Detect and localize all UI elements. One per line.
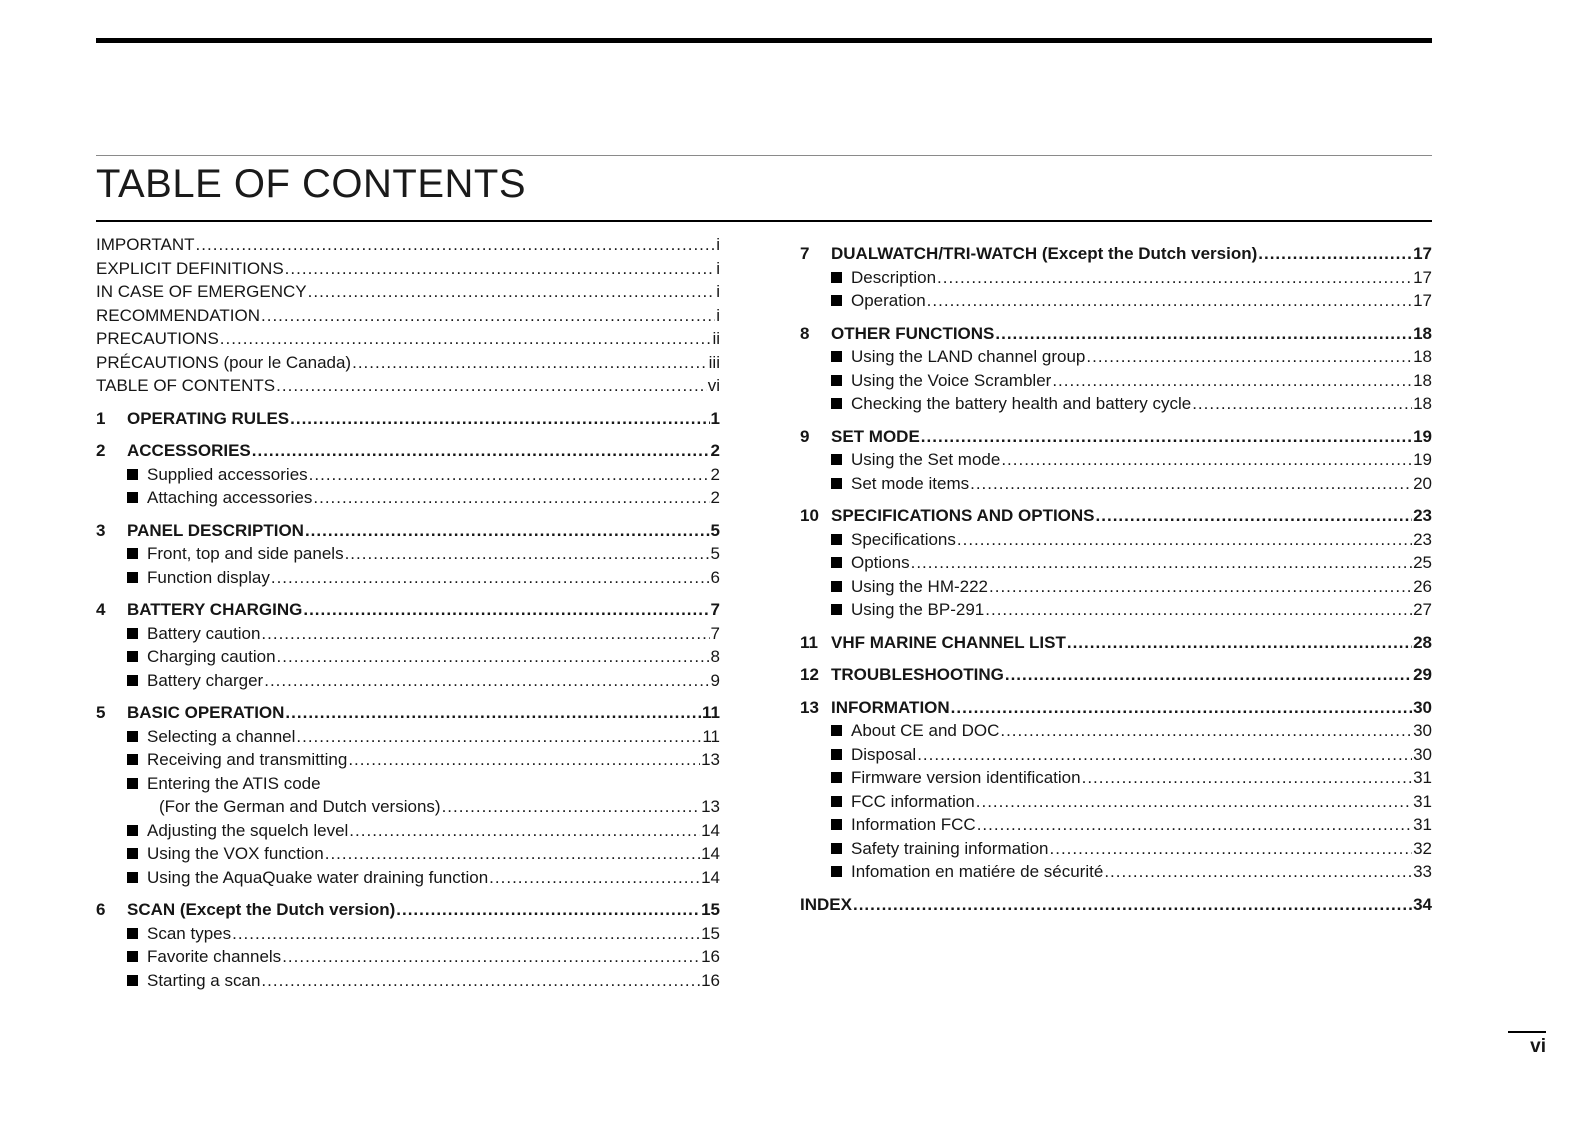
page-title: TABLE OF CONTENTS [96, 162, 527, 206]
toc-entry-page: 27 [1413, 600, 1432, 619]
square-bullet-icon [831, 272, 842, 283]
toc-entry [800, 392, 1432, 416]
toc-entry-label: Information FCC [851, 815, 976, 834]
title-rule-top [96, 155, 1432, 156]
page-footer [1508, 1031, 1546, 1058]
toc-entry-label: Using the AquaQuake water draining function [147, 867, 489, 887]
toc-entry-page: 23 [1413, 506, 1432, 525]
dot-leader [1050, 837, 1413, 861]
dot-leader [309, 463, 710, 487]
square-bullet-icon [127, 492, 138, 503]
toc-entry-label: Using the Set mode [851, 450, 1001, 469]
toc-entry-page: 29 [1413, 665, 1432, 684]
toc-entry-label: Infomation en matiére de sécurité [851, 862, 1104, 881]
dot-leader [252, 439, 710, 463]
toc-entry-label: Front, top and side panels [147, 544, 344, 563]
toc-entry [800, 893, 1432, 917]
toc-entry-label: SPECIFICATIONS AND OPTIONS [831, 506, 1095, 525]
square-bullet-icon [831, 866, 842, 877]
dot-leader [921, 425, 1412, 449]
toc-entry-page: 31 [1413, 791, 1432, 811]
toc-entry-label: Entering the ATIS code [147, 773, 321, 793]
toc-entry-page: 13 [701, 750, 720, 769]
toc-entry [800, 696, 1432, 720]
toc-entry [800, 837, 1432, 861]
toc-entry-page: 17 [1413, 244, 1432, 263]
toc-entry [96, 280, 720, 304]
dot-leader [264, 669, 709, 693]
toc-entry [96, 374, 720, 398]
square-bullet-icon [127, 548, 138, 559]
toc-entry-page: 26 [1413, 576, 1432, 596]
toc-entry-page: 16 [701, 947, 720, 966]
toc-entry [800, 766, 1432, 790]
dot-leader [1192, 392, 1412, 416]
toc-entry [800, 289, 1432, 313]
dot-leader [305, 519, 710, 543]
toc-entry-page: 28 [1413, 632, 1432, 652]
toc-entry-label: TABLE OF CONTENTS [96, 376, 276, 395]
toc-entry-page: 9 [710, 670, 720, 690]
toc-entry-label: Function display [147, 567, 270, 587]
toc-entry [96, 772, 720, 796]
toc-entry-number: 11 [800, 632, 818, 652]
toc-entry [800, 575, 1432, 599]
toc-entry-label: Scan types [147, 923, 232, 943]
toc-entry-label: Using the LAND channel group [851, 347, 1086, 366]
toc-entry-label: Disposal [851, 744, 917, 764]
toc-entry [96, 542, 720, 566]
square-bullet-icon [127, 675, 138, 686]
toc-entry [800, 345, 1432, 369]
square-bullet-icon [831, 534, 842, 545]
toc-entry-number: 6 [96, 900, 106, 919]
toc-entry [96, 566, 720, 590]
toc-entry-label: DUALWATCH/TRI-WATCH (Except the Dutch version) [831, 244, 1258, 263]
dot-leader [995, 322, 1412, 346]
toc-entry-page: 30 [1413, 744, 1432, 764]
toc-entry-number: 9 [800, 426, 810, 446]
toc-entry-label: Firmware version identification [851, 768, 1081, 787]
toc-entry [96, 519, 720, 543]
toc-entry-page: 6 [710, 567, 720, 587]
square-bullet-icon [831, 557, 842, 568]
dot-leader [282, 945, 700, 969]
dot-leader [1001, 448, 1412, 472]
square-bullet-icon [831, 375, 842, 386]
dot-leader [345, 542, 710, 566]
toc-entry-label: Using the BP-291 [851, 600, 985, 619]
toc-entry-page: 17 [1413, 267, 1432, 287]
toc-entry-page: 11 [702, 703, 720, 722]
dot-leader [985, 598, 1412, 622]
toc-entry-page: 31 [1413, 768, 1432, 787]
square-bullet-icon [127, 872, 138, 883]
toc-entry [96, 842, 720, 866]
toc-entry-label: Description [851, 267, 937, 287]
square-bullet-icon [127, 951, 138, 962]
dot-leader [442, 795, 701, 819]
toc-entry [96, 439, 720, 463]
toc-entry-label: Using the Voice Scrambler [851, 370, 1052, 390]
toc-entry-label: Favorite channels [147, 947, 282, 966]
toc-entry-number: 10 [800, 506, 819, 525]
dot-leader [1005, 663, 1412, 687]
toc-entry-number: 13 [800, 697, 819, 717]
toc-entry [96, 795, 720, 819]
toc-entry-label: PRÉCAUTIONS (pour le Canada) [96, 352, 352, 372]
toc-entry [96, 233, 720, 257]
toc-entry-label: Using the VOX function [147, 844, 324, 863]
toc-entry-page: 30 [1413, 721, 1432, 740]
toc-entry-number: 4 [96, 600, 106, 619]
square-bullet-icon [831, 796, 842, 807]
toc-entry-page: i [716, 258, 720, 278]
toc-entry [96, 819, 720, 843]
toc-entry-number: 2 [96, 441, 106, 460]
toc-entry-label: Attaching accessories [147, 488, 313, 507]
toc-entry-page: 17 [1413, 291, 1432, 310]
toc-entry [96, 351, 720, 375]
toc-entry-label: SET MODE [831, 426, 920, 446]
toc-entry [96, 969, 720, 993]
toc-entry-label: IMPORTANT [96, 235, 195, 254]
dot-leader [1258, 242, 1412, 266]
dot-leader [285, 701, 701, 725]
square-bullet-icon [127, 778, 138, 789]
toc-entry-page: 33 [1413, 862, 1432, 881]
toc-entry-label: BATTERY CHARGING [127, 600, 303, 619]
top-rule [96, 38, 1432, 43]
dot-leader [1067, 631, 1412, 655]
toc-entry-page: 1 [710, 408, 720, 428]
toc-entry [800, 425, 1432, 449]
toc-entry [800, 322, 1432, 346]
toc-entry-label: Safety training information [851, 838, 1049, 858]
toc-entry-label: Starting a scan [147, 970, 261, 990]
toc-entry [800, 598, 1432, 622]
square-bullet-icon [127, 628, 138, 639]
page-number-rule [1508, 1031, 1546, 1033]
toc-entry-label: OTHER FUNCTIONS [831, 323, 995, 343]
toc-entry-page: 5 [710, 520, 720, 540]
toc-entry-label: Checking the battery health and battery cycle [851, 394, 1192, 413]
toc-column-left [96, 233, 720, 992]
toc-entry [800, 369, 1432, 393]
toc-entry-number: 12 [800, 665, 819, 684]
dot-leader [352, 351, 708, 375]
toc-entry-page: 2 [710, 464, 720, 484]
dot-leader [196, 233, 716, 257]
toc-entry-label: PRECAUTIONS [96, 329, 219, 348]
toc-entry-label: Adjusting the squelch level [147, 820, 349, 840]
dot-leader [290, 407, 709, 431]
toc-entry-page: 7 [710, 623, 720, 643]
toc-entry [96, 622, 720, 646]
toc-entry [96, 486, 720, 510]
square-bullet-icon [831, 725, 842, 736]
toc-entry-page: 18 [1413, 347, 1432, 366]
square-bullet-icon [127, 848, 138, 859]
toc-entry [96, 701, 720, 725]
toc-entry [96, 327, 720, 351]
toc-entry-page: 18 [1413, 323, 1432, 343]
toc-entry-page: 2 [710, 441, 720, 460]
toc-entry [96, 463, 720, 487]
toc-entry [800, 719, 1432, 743]
dot-leader [232, 922, 700, 946]
dot-leader [1052, 369, 1412, 393]
toc-entry-page: 14 [701, 844, 720, 863]
toc-entry-page: 8 [710, 647, 720, 666]
dot-leader [396, 898, 700, 922]
toc-entry-label: Specifications [851, 529, 956, 549]
dot-leader [489, 866, 700, 890]
dot-leader [977, 813, 1412, 837]
toc-entry-page: 30 [1413, 697, 1432, 717]
toc-entry [96, 407, 720, 431]
toc-entry [800, 631, 1432, 655]
dot-leader [1104, 860, 1412, 884]
toc-entry-label: Selecting a channel [147, 726, 296, 746]
toc-entry-page: 18 [1413, 394, 1432, 413]
toc-entry-label: Operation [851, 291, 926, 310]
dot-leader [976, 790, 1412, 814]
toc-entry-page: 19 [1413, 450, 1432, 469]
dot-leader [261, 969, 700, 993]
square-bullet-icon [831, 398, 842, 409]
square-bullet-icon [127, 754, 138, 765]
toc-entry-label: Receiving and transmitting [147, 750, 348, 769]
dot-leader [1082, 766, 1412, 790]
toc-entry-page: 19 [1413, 426, 1432, 446]
toc-entry [96, 945, 720, 969]
toc-entry-page: 16 [701, 970, 720, 990]
square-bullet-icon [831, 749, 842, 760]
toc-entry-page: 18 [1413, 370, 1432, 390]
square-bullet-icon [831, 819, 842, 830]
square-bullet-icon [127, 651, 138, 662]
toc-entry-label: Supplied accessories [147, 464, 308, 484]
toc-entry-page: 15 [701, 900, 720, 919]
square-bullet-icon [831, 454, 842, 465]
toc-entry-label: Battery charger [147, 670, 264, 690]
toc-entry-label: SCAN (Except the Dutch version) [127, 900, 396, 919]
toc-entry-number: 1 [96, 408, 106, 428]
toc-entry-page: ii [712, 329, 720, 348]
toc-entry-page: 7 [710, 600, 720, 619]
toc-entry [96, 645, 720, 669]
dot-leader [285, 257, 716, 281]
dot-leader [271, 566, 710, 590]
toc-entry [96, 922, 720, 946]
toc-entry-label: FCC information [851, 791, 975, 811]
toc-entry-label: OPERATING RULES [127, 408, 290, 428]
dot-leader [313, 486, 709, 510]
dot-leader [296, 725, 701, 749]
toc-entry-label: INDEX [800, 894, 852, 914]
dot-leader [261, 622, 709, 646]
toc-entry-page: i [716, 282, 720, 301]
page-number: vi [1530, 1036, 1546, 1057]
toc-entry-page: 2 [710, 488, 720, 507]
toc-entry-page: 14 [701, 820, 720, 840]
toc-entry [800, 551, 1432, 575]
toc-entry [800, 860, 1432, 884]
dot-leader [951, 696, 1412, 720]
square-bullet-icon [127, 928, 138, 939]
toc-entry-page: 25 [1413, 553, 1432, 572]
toc-entry [96, 304, 720, 328]
toc-entry [800, 743, 1432, 767]
square-bullet-icon [831, 843, 842, 854]
toc-entry [96, 598, 720, 622]
toc-entry [96, 748, 720, 772]
toc-entry-label: Charging caution [147, 647, 276, 666]
square-bullet-icon [831, 295, 842, 306]
toc-entry-label: INFORMATION [831, 697, 950, 717]
toc-column-right [800, 233, 1432, 916]
toc-entry-page: vi [707, 376, 720, 395]
toc-entry [800, 448, 1432, 472]
dot-leader [303, 598, 709, 622]
dot-leader [927, 289, 1412, 313]
toc-entry-label: RECOMMENDATION [96, 305, 261, 325]
toc-entry-label: Options [851, 553, 910, 572]
dot-leader [989, 575, 1412, 599]
square-bullet-icon [831, 772, 842, 783]
toc-entry [800, 504, 1432, 528]
toc-entry-number: 5 [96, 703, 106, 722]
toc-entry [96, 725, 720, 749]
toc-entry-page: 32 [1413, 838, 1432, 858]
square-bullet-icon [127, 731, 138, 742]
toc-entry-page: i [716, 235, 720, 254]
toc-entry-label: TROUBLESHOOTING [831, 665, 1004, 684]
square-bullet-icon [831, 604, 842, 615]
toc-entry [800, 242, 1432, 266]
dot-leader [853, 893, 1412, 917]
toc-entry [96, 669, 720, 693]
square-bullet-icon [127, 572, 138, 583]
toc-entry [800, 528, 1432, 552]
dot-leader [1096, 504, 1413, 528]
toc-entry-label: VHF MARINE CHANNEL LIST [831, 632, 1066, 652]
toc-entry [800, 663, 1432, 687]
dot-leader [276, 374, 707, 398]
toc-entry-number: 3 [96, 520, 106, 540]
square-bullet-icon [831, 478, 842, 489]
dot-leader [348, 748, 700, 772]
toc-entry-page: 14 [701, 867, 720, 887]
dot-leader [349, 819, 700, 843]
toc-entry-label: BASIC OPERATION [127, 703, 285, 722]
dot-leader [917, 743, 1412, 767]
toc-entry [800, 813, 1432, 837]
dot-leader [957, 528, 1412, 552]
toc-entry [800, 266, 1432, 290]
square-bullet-icon [127, 469, 138, 480]
toc-entry-page: iii [708, 352, 720, 372]
toc-entry-page: i [716, 305, 720, 325]
toc-entry-page: 13 [701, 797, 720, 816]
square-bullet-icon [127, 975, 138, 986]
toc-entry [96, 898, 720, 922]
toc-entry-label: EXPLICIT DEFINITIONS [96, 258, 284, 278]
title-rule-bottom [96, 220, 1432, 222]
toc-entry [800, 472, 1432, 496]
toc-entry-page: 20 [1413, 473, 1432, 493]
toc-entry-number: 8 [800, 323, 810, 343]
dot-leader [277, 645, 710, 669]
dot-leader [261, 304, 715, 328]
toc-entry-number: 7 [800, 244, 810, 263]
toc-entry-label: Using the HM-222 [851, 576, 989, 596]
toc-entry-label: Battery caution [147, 623, 261, 643]
toc-entry-page: 23 [1413, 529, 1432, 549]
toc-entry [96, 866, 720, 890]
toc-entry [800, 790, 1432, 814]
dot-leader [308, 280, 716, 304]
dot-leader [937, 266, 1412, 290]
toc-entry-label: PANEL DESCRIPTION [127, 520, 304, 540]
toc-entry [96, 257, 720, 281]
dot-leader [325, 842, 700, 866]
dot-leader [220, 327, 712, 351]
square-bullet-icon [831, 581, 842, 592]
dot-leader [911, 551, 1412, 575]
toc-entry-label: About CE and DOC [851, 721, 1000, 740]
toc-entry-label: IN CASE OF EMERGENCY [96, 282, 307, 301]
square-bullet-icon [831, 351, 842, 362]
toc-entry-label: ACCESSORIES [127, 441, 251, 460]
dot-leader [1000, 719, 1412, 743]
toc-entry-page: 5 [710, 544, 720, 563]
toc-entry-page: 34 [1413, 894, 1432, 914]
toc-entry-page: 15 [701, 923, 720, 943]
toc-entry-label: Set mode items [851, 473, 970, 493]
toc-entry-page: 11 [702, 726, 720, 746]
toc-entry-page: 31 [1413, 815, 1432, 834]
square-bullet-icon [127, 825, 138, 836]
dot-leader [970, 472, 1412, 496]
toc-entry-label: (For the German and Dutch versions) [159, 797, 441, 816]
dot-leader [1086, 345, 1412, 369]
